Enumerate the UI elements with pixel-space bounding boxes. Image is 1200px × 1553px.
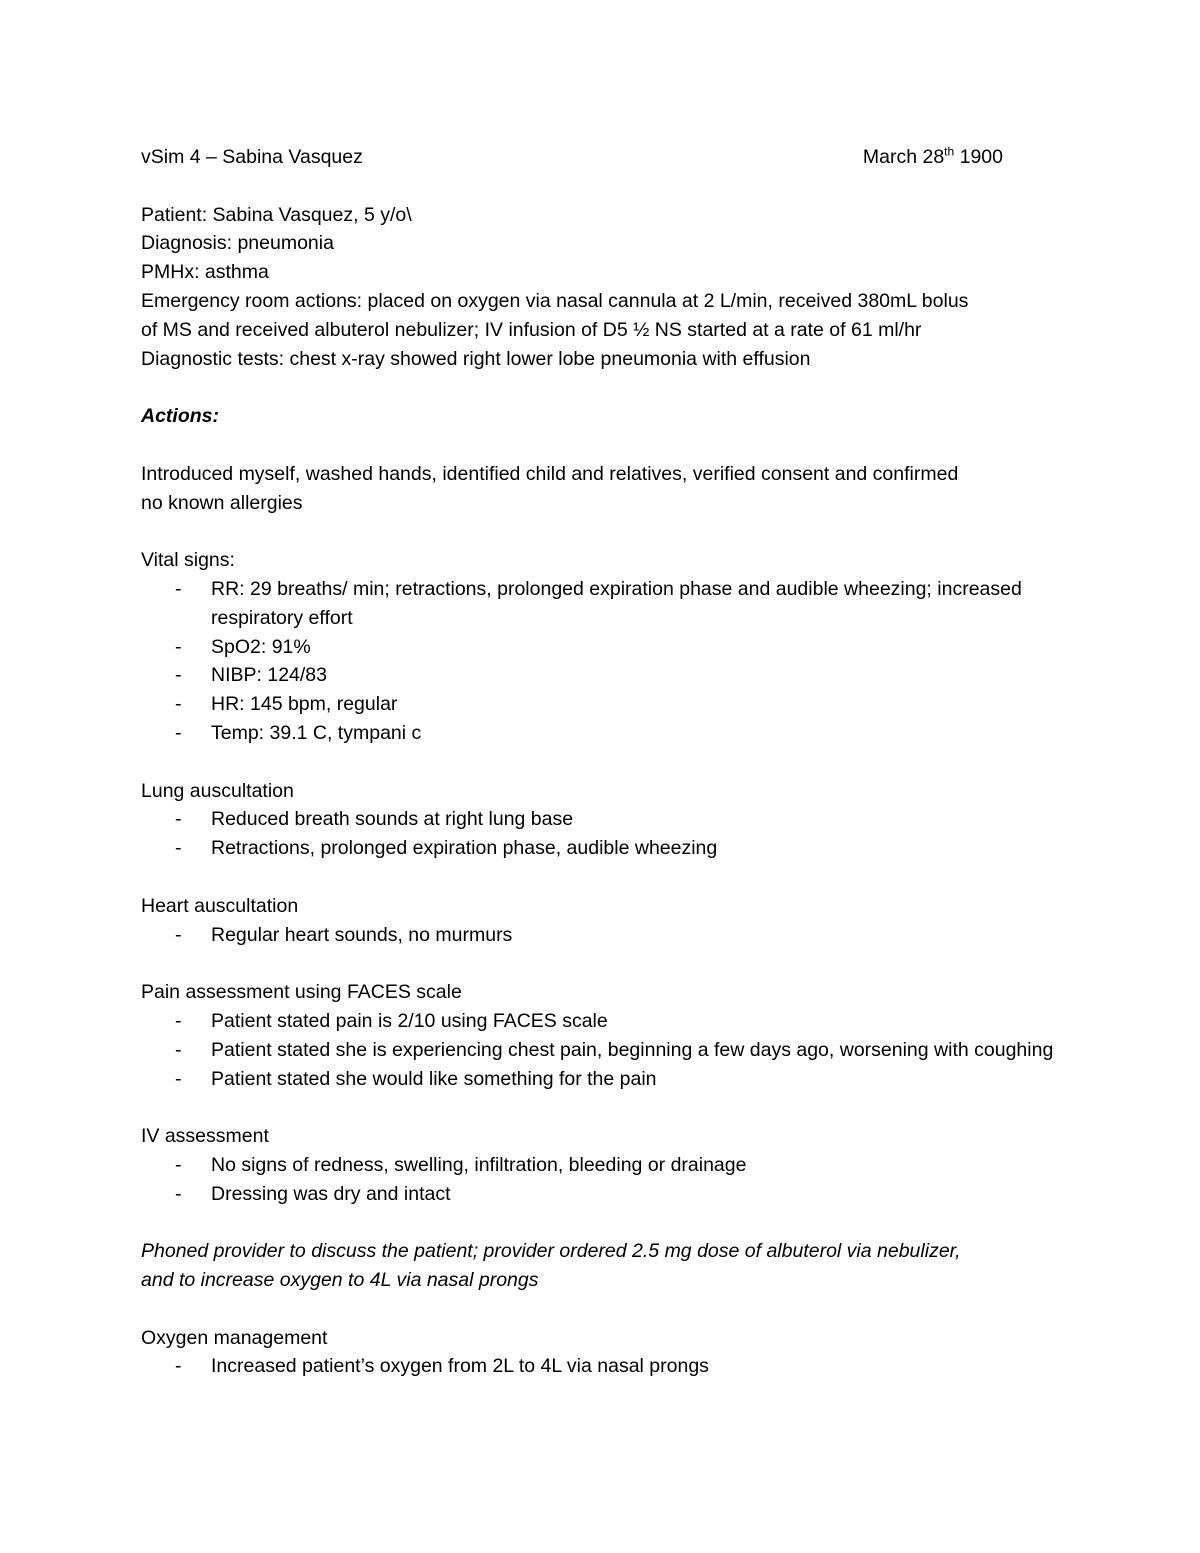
list-item: - NIBP: 124/83: [141, 661, 1055, 690]
intro-line-1: Introduced myself, washed hands, identified child and relatives, verified consent and confirmed: [141, 462, 959, 485]
lung-auscultation-section: [141, 777, 1055, 863]
spacer: [141, 1093, 1055, 1122]
date-main: March 28: [862, 146, 945, 168]
heart-list: [141, 921, 1055, 950]
list-item: - SpO2: 91%: [141, 633, 1055, 662]
intro-paragraph: [141, 460, 1055, 518]
section-heading: IV assessment: [141, 1125, 269, 1148]
patient-line: Patient: Sabina Vasquez, 5 y/o\: [141, 203, 412, 226]
spacer: [141, 949, 1055, 978]
pain-assessment-section: [141, 978, 1055, 1093]
vital-signs-list: [141, 575, 1055, 748]
list-item: - No signs of redness, swelling, infiltration, bleeding or drainage: [141, 1151, 1055, 1180]
document-date: [863, 143, 1003, 172]
spacer: [141, 1295, 1055, 1324]
oxygen-list: [141, 1352, 1055, 1381]
spacer: [141, 373, 1055, 402]
list-item: - Increased patient’s oxygen from 2L to 4L via nasal prongs: [141, 1352, 1055, 1381]
section-heading: Lung auscultation: [141, 779, 294, 802]
spacer: [141, 1208, 1055, 1237]
list-item: - RR: 29 breaths/ min; retractions, prolonged expiration phase and audible wheezing; increased respiratory effort: [141, 575, 1055, 633]
list-item: - Regular heart sounds, no murmurs: [141, 921, 1055, 950]
spacer: [141, 863, 1055, 892]
list-item: - Patient stated she is experiencing chest pain, beginning a few days ago, worsening with coughing: [141, 1036, 1055, 1065]
er-actions-line-1: Emergency room actions: placed on oxygen via nasal cannula at 2 L/min, received 380mL bolus: [141, 289, 969, 312]
list-item: - HR: 145 bpm, regular: [141, 690, 1055, 719]
diagnostic-tests-line: Diagnostic tests: chest x-ray showed right lower lobe pneumonia with effusion: [141, 347, 811, 370]
pmhx-line: PMHx: asthma: [141, 261, 269, 284]
document-header: [141, 143, 1003, 172]
spacer: [141, 431, 1055, 460]
section-heading: Pain assessment using FACES scale: [141, 981, 462, 1004]
vital-signs-section: [141, 546, 1055, 748]
section-heading: Vital signs:: [141, 549, 235, 572]
list-item: - Dressing was dry and intact: [141, 1180, 1055, 1209]
spacer: [141, 172, 1055, 201]
section-heading: Oxygen management: [141, 1326, 328, 1349]
provider-note-line-2: and to increase oxygen to 4L via nasal prongs: [141, 1269, 539, 1292]
list-item: - Patient stated she would like something for the pain: [141, 1065, 1055, 1094]
iv-list: [141, 1151, 1055, 1209]
heart-auscultation-section: [141, 892, 1055, 950]
provider-note-line-1: Phoned provider to discuss the patient; provider ordered 2.5 mg dose of albuterol via nebulizer,: [141, 1240, 961, 1263]
provider-note: [141, 1237, 1055, 1295]
lung-list: [141, 805, 1055, 863]
date-suffix: th: [944, 144, 955, 159]
section-heading: Heart auscultation: [141, 894, 299, 917]
date-year: 1900: [954, 146, 1003, 168]
actions-heading: Actions:: [141, 405, 219, 428]
intro-line-2: no known allergies: [141, 491, 303, 514]
spacer: [141, 517, 1055, 546]
iv-assessment-section: [141, 1122, 1055, 1208]
er-actions-line-2: of MS and received albuterol nebulizer; IV infusion of D5 ½ NS started at a rate of 61 ml/hr: [141, 318, 922, 341]
patient-info: [141, 201, 1055, 374]
list-item: - Reduced breath sounds at right lung base: [141, 805, 1055, 834]
diagnosis-line: Diagnosis: pneumonia: [141, 232, 334, 255]
document-title: vSim 4 – Sabina Vasquez: [141, 146, 363, 168]
list-item: - Patient stated pain is 2/10 using FACES scale: [141, 1007, 1055, 1036]
spacer: [141, 748, 1055, 777]
list-item: - Temp: 39.1 C, tympani c: [141, 719, 1055, 748]
pain-list: [141, 1007, 1055, 1093]
oxygen-management-section: [141, 1324, 1055, 1382]
list-item: - Retractions, prolonged expiration phase, audible wheezing: [141, 834, 1055, 863]
